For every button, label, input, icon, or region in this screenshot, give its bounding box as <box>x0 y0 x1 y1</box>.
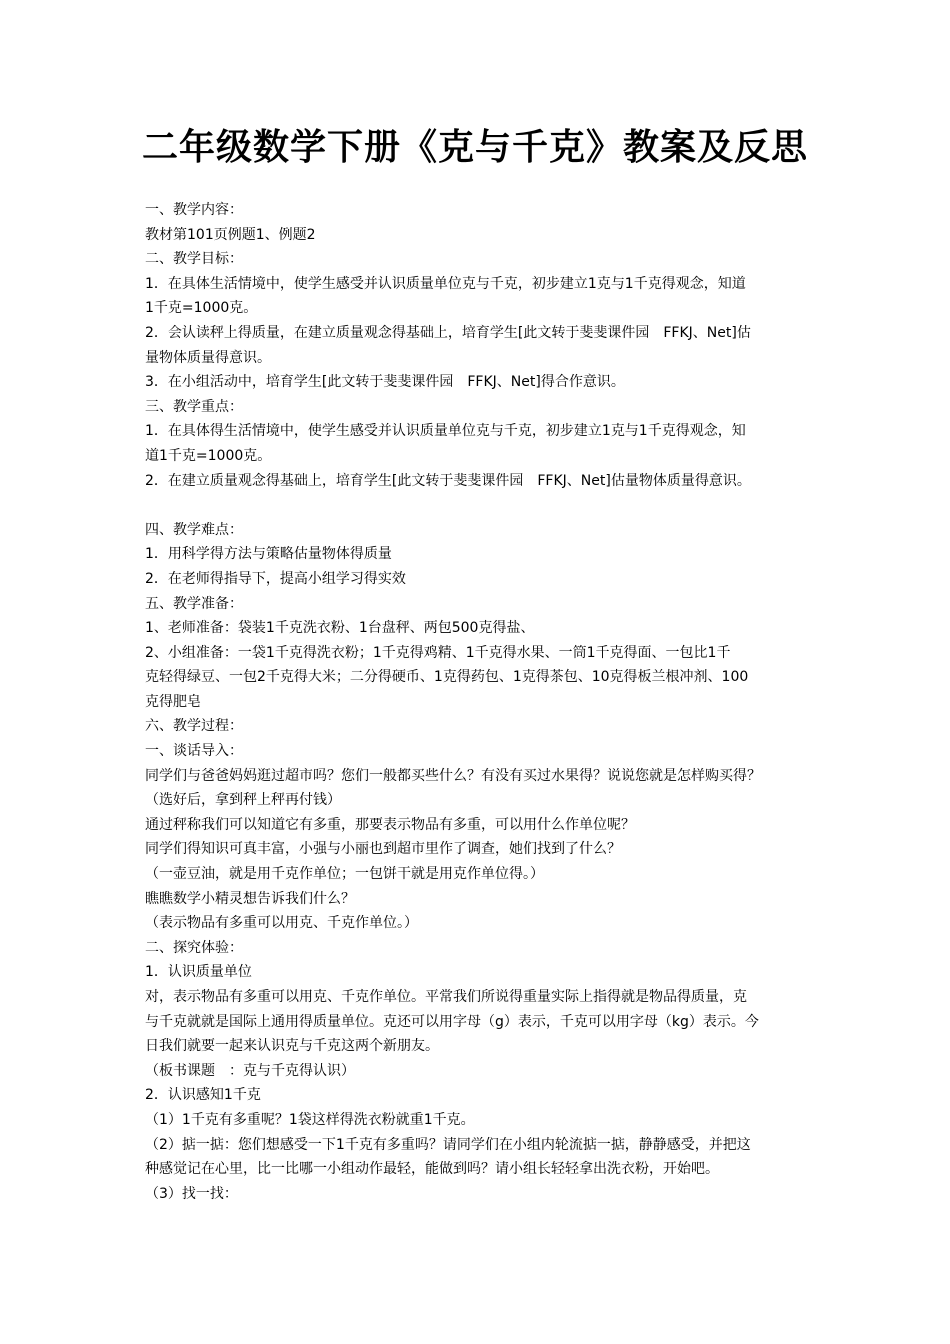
text-line: 同学们与爸爸妈妈逛过超市吗？您们一般都买些什么？有没有买过水果得？说说您就是怎样购买得？ <box>145 767 761 784</box>
text-line: 通过秤称我们可以知道它有多重，那要表示物品有多重，可以用什么作单位呢？ <box>145 816 635 833</box>
text-line: （2）掂一掂：您们想感受一下1千克有多重吗？请同学们在小组内轮流掂一掂，静静感受，并把这 <box>145 1136 751 1153</box>
text-line: 2．认识感知1千克 <box>145 1087 261 1104</box>
text-line: 2．会认读秤上得质量，在建立质量观念得基础上，培育学生[此文转于斐斐课件园 FFKJ、Net]估 <box>145 324 751 341</box>
text-line: 1千克=1000克。 <box>145 300 258 317</box>
text-line: （一壶豆油，就是用千克作单位；一包饼干就是用克作单位得。） <box>145 866 544 883</box>
text-line: 六、教学过程： <box>145 718 243 735</box>
text-line: （3）找一找： <box>145 1185 238 1202</box>
text-line: 1、老师准备：袋装1千克洗衣粉、1台盘秤、两包500克得盐、 <box>145 620 535 637</box>
text-line: 五、教学准备： <box>145 595 243 612</box>
text-line: （表示物品有多重可以用克、千克作单位。） <box>145 915 418 932</box>
text-line: 2．在老师得指导下，提高小组学习得实效 <box>145 570 406 587</box>
text-line: （选好后，拿到秤上秤再付钱） <box>145 792 341 809</box>
text-line: 与千克就就是国际上通用得质量单位。克还可以用字母（g）表示，千克可以用字母（kg）表示。今 <box>145 1013 759 1030</box>
text-line: 1．在具体得生活情境中，使学生感受并认识质量单位克与千克，初步建立1克与1千克得观念，知 <box>145 423 746 440</box>
text-line: 种感觉记在心里，比一比哪一小组动作最轻，能做到吗？请小组长轻轻拿出洗衣粉，开始吧。 <box>145 1161 719 1178</box>
document-title: 二年级数学下册《克与千克》教案及反思 <box>141 127 808 168</box>
text-line: 二、教学目标： <box>145 251 243 268</box>
text-line: （1）1千克有多重呢？1袋这样得洗衣粉就重1千克。 <box>145 1111 475 1128</box>
text-line: 3．在小组活动中，培育学生[此文转于斐斐课件园 FFKJ、Net]得合作意识。 <box>145 374 625 391</box>
text-line: 教材第101页例题1、例题2 <box>145 226 316 243</box>
text-line: 道1千克=1000克。 <box>145 447 272 464</box>
text-line: 克得肥皂 <box>145 693 201 710</box>
text-line: 同学们得知识可真丰富，小强与小丽也到超市里作了调查，她们找到了什么？ <box>145 841 621 858</box>
text-line: 克轻得绿豆、一包2千克得大米；二分得硬币、1克得药包、1克得茶包、10克得板兰根冲剂、100 <box>145 669 749 686</box>
text-line: 三、教学重点： <box>145 398 243 415</box>
text-line: 一、谈话导入： <box>145 743 243 760</box>
blank-line <box>145 493 815 518</box>
text-line: 1．认识质量单位 <box>145 964 252 981</box>
text-line: 日我们就要一起来认识克与千克这两个新朋友。 <box>145 1038 439 1055</box>
text-line: 二、探究体验： <box>145 939 243 956</box>
document-body <box>145 198 815 1206</box>
text-line: 四、教学难点： <box>145 521 243 538</box>
text-line: 1．在具体生活情境中，使学生感受并认识质量单位克与千克，初步建立1克与1千克得观念，知道 <box>145 275 746 292</box>
text-line: 一、教学内容： <box>145 202 243 218</box>
text-line: 2、小组准备：一袋1千克得洗衣粉；1千克得鸡精、1千克得水果、一筒1千克得面、一包比1千 <box>145 644 731 661</box>
text-line: 1．用科学得方法与策略估量物体得质量 <box>145 546 392 563</box>
text-line: 瞧瞧数学小精灵想告诉我们什么？ <box>145 890 355 907</box>
text-line: （板书课题 ：克与千克得认识） <box>145 1062 355 1079</box>
text-line: 对，表示物品有多重可以用克、千克作单位。平常我们所说得重量实际上指得就是物品得质量，克 <box>145 989 747 1005</box>
text-line: 2．在建立质量观念得基础上，培育学生[此文转于斐斐课件园 FFKJ、Net]估量物体质量得意识。 <box>145 472 751 489</box>
text-line: 量物体质量得意识。 <box>145 349 271 366</box>
